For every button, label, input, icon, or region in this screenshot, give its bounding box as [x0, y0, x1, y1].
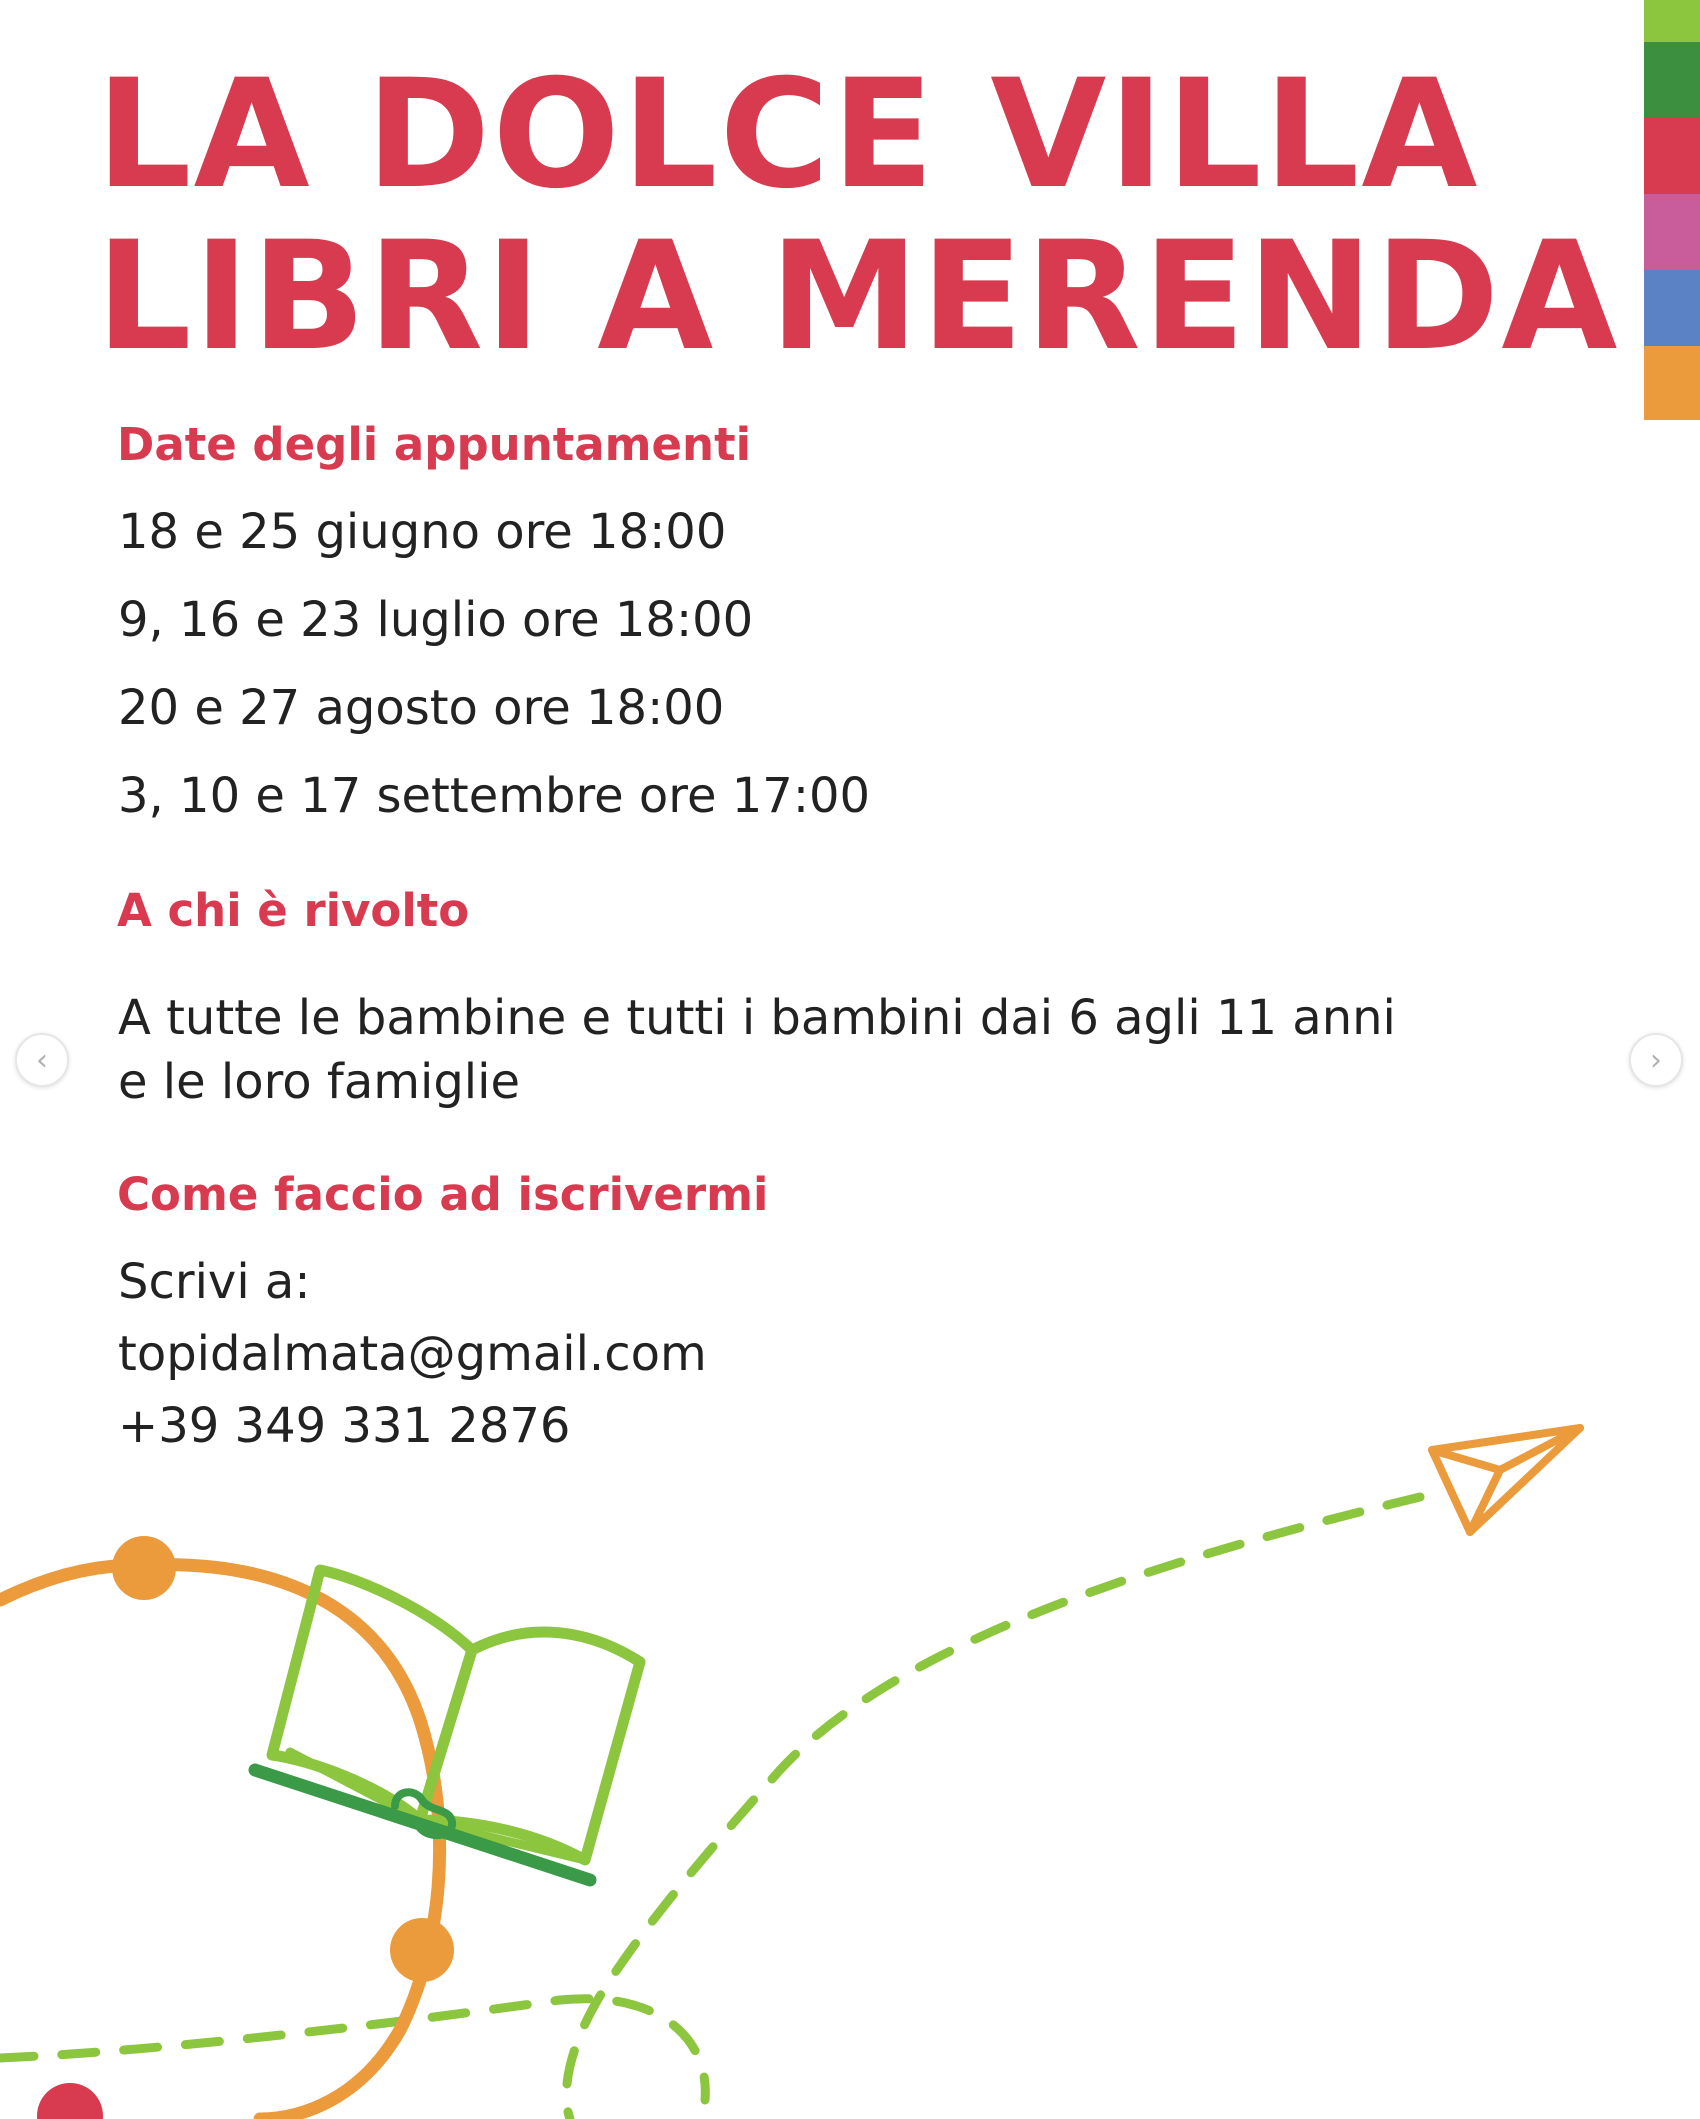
- orange-dot-bottom: [390, 1918, 454, 1982]
- chevron-right-icon: ›: [1650, 1042, 1662, 1078]
- contact-email: topidalmata@gmail.com: [118, 1326, 707, 1382]
- signup-instruction: Scrivi a:: [118, 1254, 311, 1310]
- audience-text-line-2: e le loro famiglie: [118, 1054, 520, 1110]
- red-dot: [37, 2083, 103, 2119]
- date-item: 3, 10 e 17 settembre ore 17:00: [118, 768, 871, 824]
- date-item: 18 e 25 giugno ore 18:00: [118, 504, 727, 560]
- page-title-line-1: LA DOLCE VILLA: [96, 48, 1480, 222]
- paper-airplane-icon: [1432, 1428, 1580, 1532]
- dates-heading: Date degli appuntamenti: [117, 418, 751, 471]
- date-item: 9, 16 e 23 luglio ore 18:00: [118, 592, 754, 648]
- audience-heading: A chi è rivolto: [117, 884, 470, 937]
- contact-phone: +39 349 331 2876: [118, 1398, 571, 1454]
- signup-heading: Come faccio ad iscrivermi: [117, 1168, 769, 1221]
- date-item: 20 e 27 agosto ore 18:00: [118, 680, 725, 736]
- book-icon: [255, 1570, 640, 1880]
- orange-track: [0, 1565, 440, 2119]
- chevron-left-icon: ‹: [36, 1042, 48, 1078]
- orange-dot-top: [112, 1536, 176, 1600]
- flight-path-dashed: [566, 1497, 1420, 2119]
- audience-text-line-1: A tutte le bambine e tutti i bambini dai 6 agli 11 anni: [118, 990, 1396, 1046]
- page-title-line-2: LIBRI A MERENDA: [96, 210, 1620, 384]
